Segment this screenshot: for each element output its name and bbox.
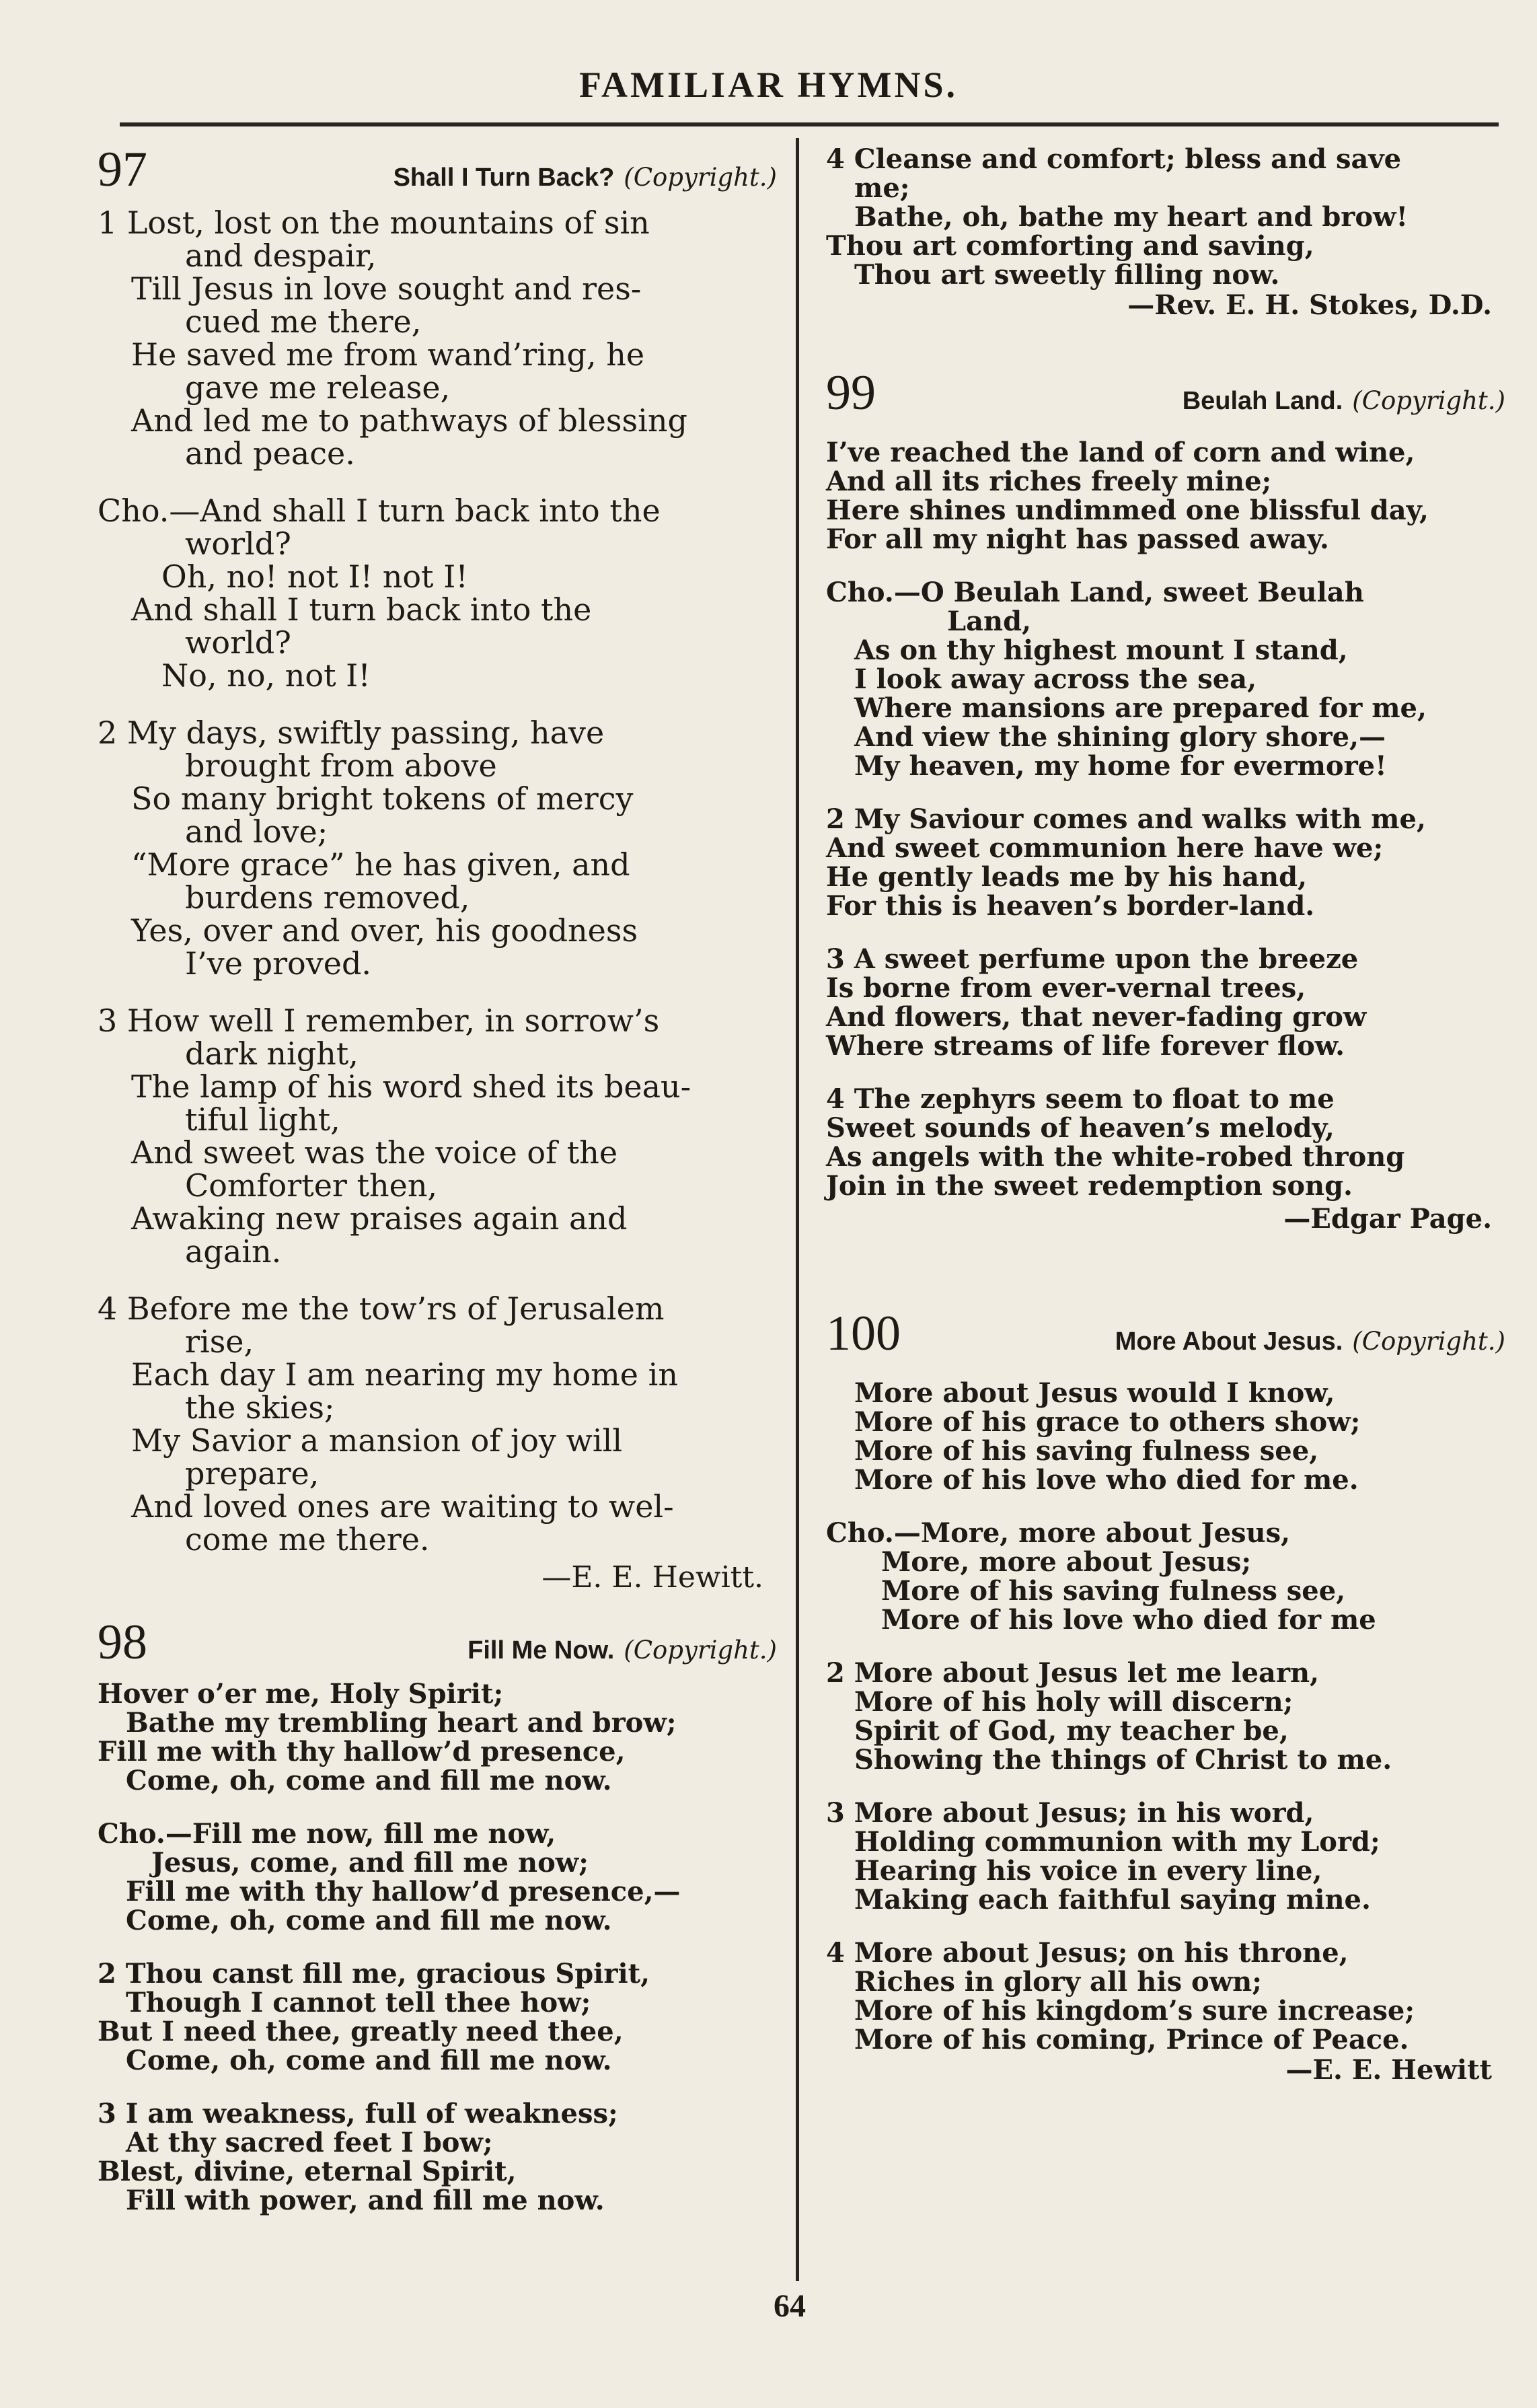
verse-line: Thou art sweetly filling now.: [854, 259, 1280, 291]
stanza-3: [98, 1002, 777, 1270]
hymn-copyright: (Copyright.): [624, 1636, 777, 1665]
verse-line: No, no, not I!: [161, 657, 371, 694]
verse-line: He gently leads me by his hand,: [826, 861, 1308, 893]
verse-line: 3 A sweet perfume upon the breeze: [826, 943, 1359, 975]
hymn-author: —Rev. E. H. Stokes, D.D.: [1127, 289, 1492, 321]
chorus: [98, 492, 777, 694]
verse-line: 3 I am weakness, full of weakness;: [98, 2098, 618, 2129]
verse-line: 3 More about Jesus; in his word,: [826, 1797, 1314, 1829]
hymn-number: 97: [98, 142, 147, 197]
verse-line: I look away across the sea,: [854, 663, 1257, 695]
verse-line: Till Jesus in love sought and res-: [131, 270, 642, 307]
verse-line: And sweet communion here have we;: [826, 832, 1384, 864]
hymn-number: 100: [826, 1306, 901, 1361]
verse-line: And shall I turn back into the: [131, 591, 592, 628]
verse-line: My heaven, my home for evermore!: [854, 750, 1387, 782]
verse-line: The lamp of his word shed its beau-: [131, 1068, 691, 1105]
verse-line: 4 The zephyrs seem to float to me: [826, 1083, 1335, 1115]
verse-line: Jesus, come, and fill me now;: [151, 1847, 589, 1878]
verse-line: For this is heaven’s border-land.: [826, 890, 1315, 922]
verse-line: Cho.—More, more about Jesus,: [826, 1517, 1291, 1549]
verse-line: Holding communion with my Lord;: [854, 1826, 1380, 1858]
verse-line: But I need thee, greatly need thee,: [98, 2016, 624, 2047]
stanza-4: [98, 1292, 777, 1556]
verse-line: Each day I am nearing my home in: [131, 1356, 678, 1393]
verse-line: and peace.: [185, 435, 355, 472]
verse-line: again.: [185, 1233, 282, 1270]
verse-line: Is borne from ever-vernal trees,: [826, 972, 1306, 1004]
verse-line: More of his grace to others show;: [854, 1406, 1361, 1438]
verse-line: the skies;: [185, 1389, 335, 1426]
verse-line: And view the shining glory shore,—: [854, 721, 1386, 753]
verse-line: 2 More about Jesus let me learn,: [826, 1657, 1320, 1689]
hymn-100: [826, 1306, 1505, 2086]
verse-line: brought from above: [185, 747, 497, 784]
verse-line: world?: [185, 624, 291, 661]
verse-line: tiful light,: [185, 1101, 340, 1138]
verse-line: 4 Before me the tow’rs of Jerusalem: [98, 1290, 665, 1327]
verse-line: and despair,: [185, 238, 377, 274]
hymn-title: Shall I Turn Back?: [393, 163, 615, 192]
verse-line: 3 How well I remember, in sorrow’s: [98, 1002, 660, 1039]
verse-line: 2 Thou canst fill me, gracious Spirit,: [98, 1958, 650, 1990]
verse-line: Come, oh, come and fill me now.: [126, 1765, 612, 1796]
chorus: [826, 1519, 1505, 1634]
verse-line: And loved ones are waiting to wel-: [131, 1488, 674, 1525]
right-column: [826, 145, 1505, 2086]
verse-line: cued me there,: [185, 303, 422, 340]
column-divider: [796, 138, 799, 2281]
verse-line: Cho.—And shall I turn back into the: [98, 492, 661, 529]
hymn-number: 98: [98, 1615, 147, 1670]
verse-line: More of his holy will discern;: [854, 1686, 1294, 1718]
verse-line: Bathe my trembling heart and brow;: [126, 1707, 677, 1739]
verse-line: Join in the sweet redemption song.: [826, 1170, 1353, 1202]
verse-line: Where streams of life forever flow.: [826, 1030, 1345, 1062]
header-rule: [120, 122, 1499, 126]
verse-line: gave me release,: [185, 369, 451, 406]
left-column: [98, 142, 777, 2239]
verse-line: Hover o’er me, Holy Spirit;: [98, 1678, 504, 1710]
page-number: 64: [774, 2288, 806, 2324]
stanza-2: [826, 805, 1505, 920]
stanza-1: [826, 1379, 1505, 1494]
verse-line: and love;: [185, 813, 328, 850]
verse-line: I’ve reached the land of corn and wine,: [826, 437, 1415, 468]
verse-line: More of his love who died for me: [881, 1604, 1376, 1636]
verse-line: More of his kingdom’s sure increase;: [854, 1995, 1415, 2027]
verse-line: 2 My Saviour comes and walks with me,: [826, 803, 1426, 835]
hymn-99: [826, 365, 1505, 1235]
hymn-title: Beulah Land.: [1182, 387, 1343, 415]
hymn-98: [98, 1617, 777, 2215]
hymn-author: —E. E. Hewitt.: [541, 1560, 763, 1595]
stanza-1: [98, 1679, 777, 1795]
verse-line: Though I cannot tell thee how;: [126, 1987, 591, 2018]
hymn-copyright: (Copyright.): [1352, 386, 1505, 415]
verse-line: burdens removed,: [185, 879, 470, 916]
verse-line: And all its riches freely mine;: [826, 466, 1272, 497]
verse-line: 1 Lost, lost on the mountains of sin: [98, 205, 650, 241]
stanza-4: [826, 1938, 1505, 2054]
verse-line: Cho.—O Beulah Land, sweet Beulah: [826, 577, 1364, 608]
verse-line: More of his love who died for me.: [854, 1464, 1359, 1496]
stanza-2: [98, 1959, 777, 2075]
verse-line: More of his coming, Prince of Peace.: [854, 2024, 1409, 2055]
stanza-4: [826, 1085, 1505, 1200]
verse-line: me;: [854, 172, 910, 204]
verse-line: Making each faithful saying mine.: [854, 1884, 1371, 1916]
verse-line: He saved me from wand’ring, he: [131, 336, 645, 373]
hymn-copyright: (Copyright.): [624, 163, 777, 192]
stanza-1: [826, 438, 1505, 554]
verse-line: Here shines undimmed one blissful day,: [826, 495, 1429, 526]
hymn-heading: [826, 365, 1505, 421]
verse-line: At thy sacred feet I bow;: [126, 2127, 493, 2158]
verse-line: Oh, no! not I! not I!: [161, 558, 468, 595]
verse-line: Awaking new praises again and: [131, 1200, 628, 1237]
hymn-97: [98, 142, 777, 1595]
verse-line: As angels with the white-robed throng: [826, 1141, 1405, 1173]
verse-line: Yes, over and over, his goodness: [131, 912, 638, 949]
verse-line: For all my night has passed away.: [826, 523, 1329, 555]
verse-line: 2 My days, swiftly passing, have: [98, 715, 605, 751]
verse-line: And led me to pathways of blessing: [131, 402, 687, 439]
verse-line: Spirit of God, my teacher be,: [854, 1715, 1289, 1747]
verse-line: Blest, divine, eternal Spirit,: [98, 2156, 517, 2187]
verse-line: dark night,: [185, 1035, 359, 1072]
hymn-heading: [98, 142, 777, 197]
verse-line: Come, oh, come and fill me now.: [126, 2045, 612, 2076]
hymn-title: Fill Me Now.: [467, 1636, 615, 1665]
stanza-3: [826, 1798, 1505, 1914]
verse-line: Cho.—Fill me now, fill me now,: [98, 1818, 556, 1850]
hymn-heading: [98, 1615, 777, 1670]
verse-line: come me there.: [185, 1521, 430, 1558]
verse-line: Come, oh, come and fill me now.: [126, 1905, 612, 1936]
verse-line: My Savior a mansion of joy will: [131, 1422, 623, 1459]
verse-line: Showing the things of Christ to me.: [854, 1744, 1392, 1776]
stanza-1: [98, 207, 777, 470]
hymn-number: 99: [826, 365, 876, 421]
verse-line: 4 Cleanse and comfort; bless and save: [826, 143, 1402, 175]
hymn-author: —E. E. Hewitt: [1285, 2054, 1492, 2086]
verse-line: rise,: [185, 1323, 254, 1360]
verse-line: More, more about Jesus;: [881, 1546, 1252, 1578]
stanza-3: [98, 2099, 777, 2215]
verse-line: More of his saving fulness see,: [881, 1575, 1346, 1607]
verse-line: Where mansions are prepared for me,: [854, 692, 1427, 724]
chorus: [826, 578, 1505, 780]
verse-line: And flowers, that never-fading grow: [826, 1001, 1367, 1033]
verse-line: Fill with power, and fill me now.: [126, 2185, 605, 2216]
verse-line: 4 More about Jesus; on his throne,: [826, 1937, 1349, 1969]
verse-line: As on thy highest mount I stand,: [854, 634, 1348, 666]
verse-line: world?: [185, 525, 291, 562]
verse-line: “More grace” he has given, and: [131, 846, 630, 883]
verse-line: Fill me with thy hallow’d presence,—: [126, 1876, 681, 1907]
verse-line: Comforter then,: [185, 1167, 438, 1204]
hymn-title: More About Jesus.: [1115, 1327, 1343, 1356]
verse-line: Land,: [947, 606, 1032, 637]
verse-line: More about Jesus would I know,: [854, 1377, 1335, 1409]
verse-line: Hearing his voice in every line,: [854, 1855, 1322, 1887]
verse-line: And sweet was the voice of the: [131, 1134, 618, 1171]
verse-line: prepare,: [185, 1455, 320, 1492]
chorus: [98, 1819, 777, 1935]
verse-line: Bathe, oh, bathe my heart and brow!: [854, 201, 1409, 233]
verse-line: So many bright tokens of mercy: [131, 780, 634, 817]
hymn-98-continued: [826, 145, 1505, 321]
verse-line: Fill me with thy hallow’d presence,: [98, 1736, 626, 1767]
page-header: FAMILIAR HYMNS.: [579, 65, 958, 105]
stanza-2: [826, 1658, 1505, 1774]
verse-line: More of his saving fulness see,: [854, 1435, 1319, 1467]
hymn-copyright: (Copyright.): [1352, 1327, 1505, 1356]
hymn-heading: [826, 1306, 1505, 1361]
verse-line: Thou art comforting and saving,: [826, 230, 1314, 262]
verse-line: Riches in glory all his own;: [854, 1966, 1262, 1998]
hymn-author: —Edgar Page.: [1283, 1203, 1492, 1235]
verse-line: I’ve proved.: [185, 945, 372, 982]
stanza-3: [826, 945, 1505, 1060]
stanza-2: [98, 717, 777, 980]
verse-line: Sweet sounds of heaven’s melody,: [826, 1112, 1335, 1144]
